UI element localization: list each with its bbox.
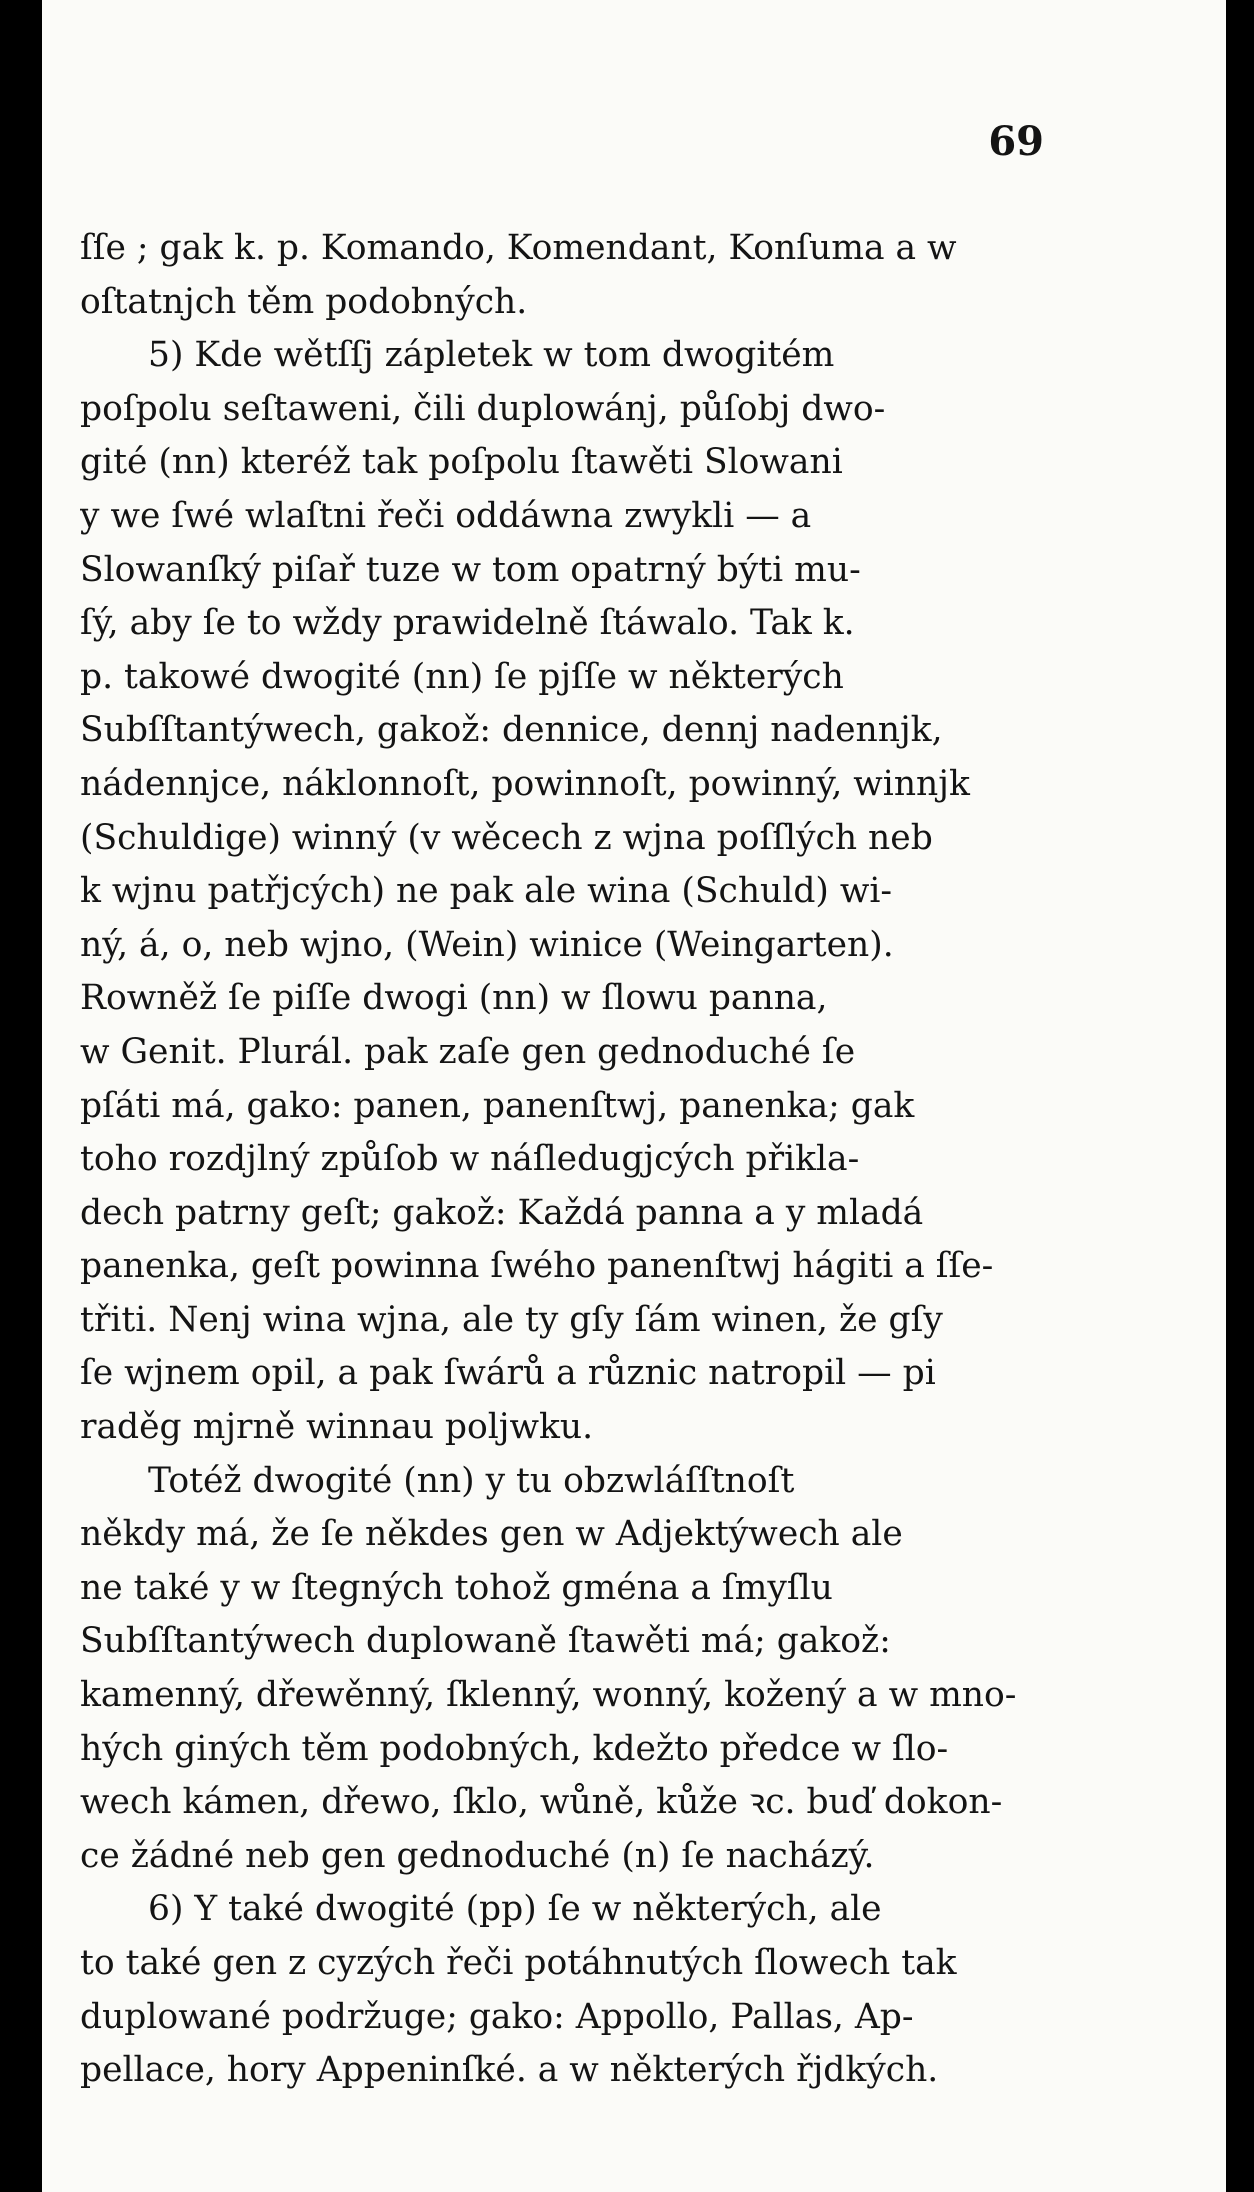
text-line: pſáti má, gako: panen, panenſtwj, panenka; gak [80,1085,915,1126]
text-line: Subſſtantýwech duplowaně ſtawěti má; gakož: [80,1621,891,1662]
text-line: kamenný, dřewěnný, ſklenný, wonný, kožený a w mno- [80,1675,1017,1716]
page-number: 69 [988,118,1044,165]
text-line: ne také y w ſtegných tohož gména a ſmyſlu [80,1567,833,1608]
text-line: panenka, geſt powinna ſwého panenſtwj hágiti a ſſe- [80,1246,994,1287]
text-line: nádennjce, náklonnoſt, powinnoſt, powinný, winnjk [80,763,970,804]
page-text [80,222,1140,2098]
text-line: oſtatnjch těm podobných. [80,281,528,322]
text-line: k wjnu patřjcých) ne pak ale wina (Schuld) wi- [80,871,893,912]
text-line: duplowané podržuge; gako: Appollo, Pallas, Ap- [80,1996,914,2037]
text-line: to také gen z cyzých řeči potáhnutých ſlowech tak [80,1943,957,1983]
text-line: hých giných těm podobných, kdežto předce w ſlo- [80,1728,949,1769]
text-line: někdy má, že ſe někdes gen w Adjektýwech ale [80,1514,903,1555]
text-line: Rowněž ſe piſſe dwogi (nn) w ſlowu panna, [80,978,828,1019]
text-line: ce žádné neb gen gednoduché (n) ſe nacházý. [80,1835,875,1876]
text-line: y we ſwé wlaſtni řeči oddáwna zwykli — a [80,495,812,536]
text-line: poſpolu seſtaweni, čili duplowánj, půſobj dwo- [80,388,886,429]
text-line: třiti. Nenj wina wjna, ale ty gſy ſám winen, že gſy [80,1299,943,1340]
text-line: Totéž dwogité (nn) y tu obzwláſſtnoſt [148,1460,795,1501]
text-line: w Genit. Plurál. pak zaſe gen gednoduché ſe [80,1031,856,1072]
text-line: 6) Y také dwogité (pp) ſe w některých, ale [148,1889,882,1930]
text-line: toho rozdjlný způſob w náſledugjcých přikla- [80,1139,860,1180]
text-line: (Schuldige) winný (v wěcech z wjna poſſlých neb [80,817,933,858]
text-line: raděg mjrně winnau poljwku. [80,1407,594,1448]
scan-edge [1226,0,1254,2192]
text-line: ſe wjnem opil, a pak ſwárů a různic natropil — pi [80,1353,936,1394]
text-line: ný, á, o, neb wjno, (Wein) winice (Weingarten). [80,924,894,965]
text-line: ſſe ; gak k. p. Komando, Komendant, Konſuma a w [80,228,957,268]
text-line: wech kámen, dřewo, ſklo, wůně, kůže ꝛc. buď dokon- [80,1782,1003,1823]
text-line: dech patrny geſt; gakož: Každá panna a y mladá [80,1192,924,1233]
text-line: Subſſtantýwech, gakož: dennice, dennj nadennjk, [80,710,943,751]
text-line: gité (nn) kteréž tak poſpolu ſtawěti Slowani [80,442,843,483]
text-line: p. takowé dwogité (nn) ſe pjſſe w některých [80,656,844,697]
text-line: pellace, hory Appeninſké. a w některých řjdkých. [80,2050,939,2091]
book-page [42,0,1254,2192]
text-line: Slowanſký piſař tuze w tom opatrný býti mu- [80,549,861,590]
text-line: ſý, aby ſe to wždy prawidelně ſtáwalo. Tak k. [80,603,855,644]
text-line: 5) Kde wětſſj zápletek w tom dwogitém [148,335,835,376]
